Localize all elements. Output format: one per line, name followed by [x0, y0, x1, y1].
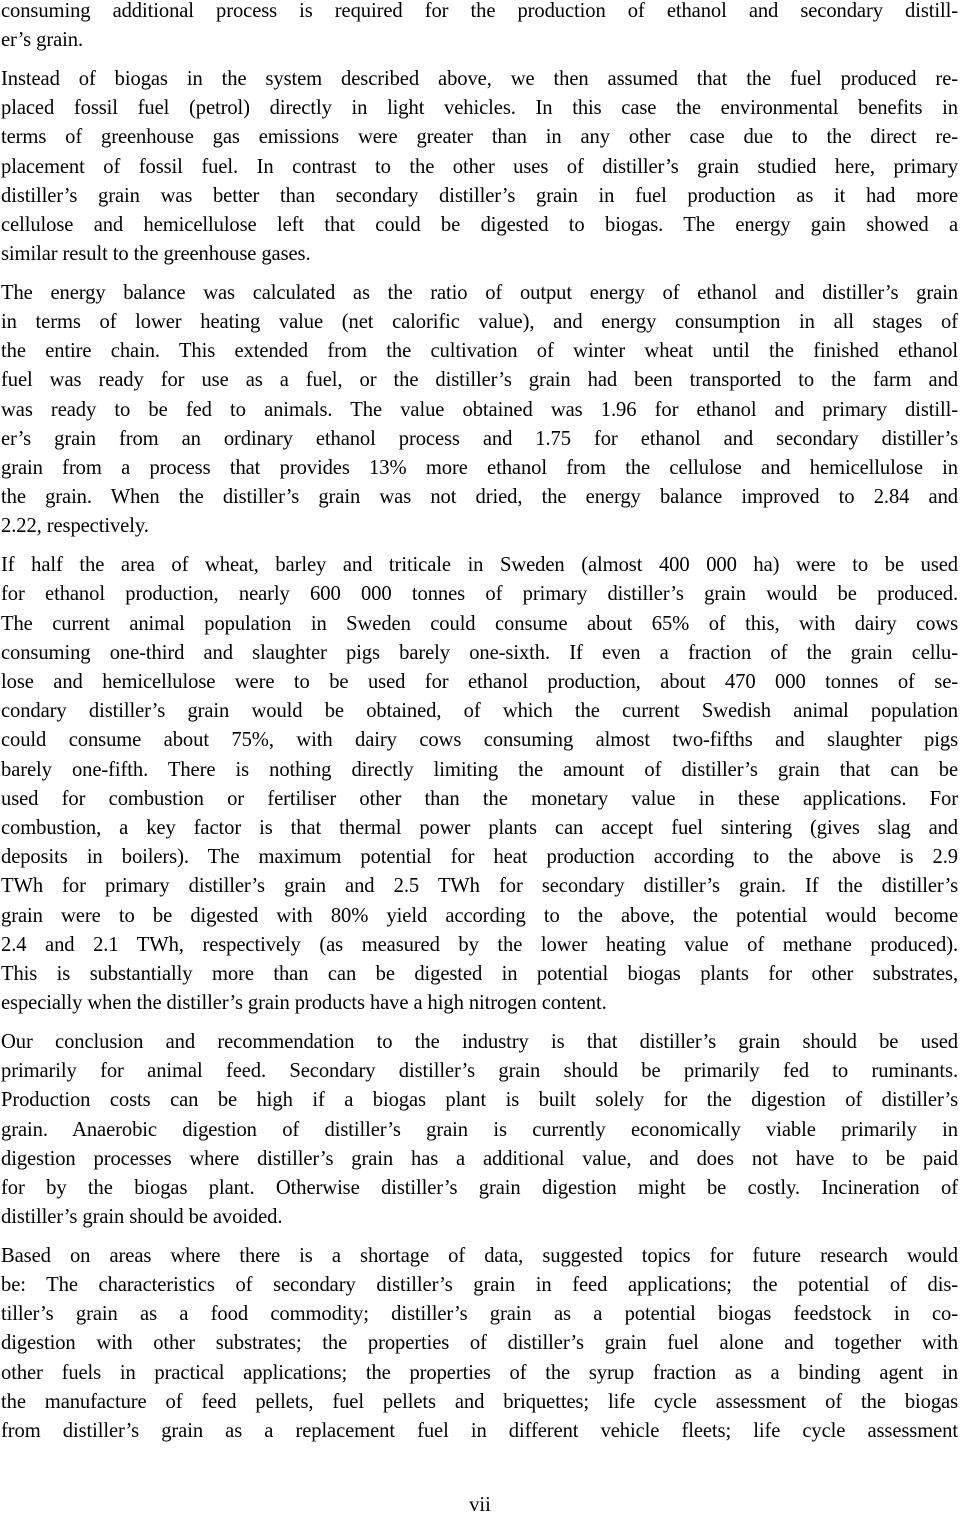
text-line: Production costs can be high if a biogas plant is built solely for the digestion of distiller’s: [1, 1089, 958, 1112]
text-line: barely one-fifth. There is nothing directly limiting the amount of distiller’s grain that can be: [1, 758, 958, 781]
text-line: grain. Anaerobic digestion of distiller’s grain is currently economically viable primarily in: [1, 1118, 958, 1141]
text-line: fuel was ready for use as a fuel, or the distiller’s grain had been transported to the farm and: [1, 369, 958, 392]
text-line: TWh for primary distiller’s grain and 2.5 TWh for secondary distiller’s grain. If the distiller’s: [1, 875, 958, 898]
page-number: vii: [469, 1494, 491, 1516]
text-line: If half the area of wheat, barley and triticale in Sweden (almost 400 000 ha) were to be used: [1, 554, 958, 577]
text-line: from distiller’s grain as a replacement fuel in different vehicle fleets; life cycle assessment: [1, 1420, 958, 1443]
text-line: distiller’s grain should be avoided.: [1, 1206, 283, 1229]
text-line: the entire chain. This extended from the cultivation of winter wheat until the finished ethanol: [1, 340, 958, 363]
text-line: in terms of lower heating value (net calorific value), and energy consumption in all stages of: [1, 311, 958, 334]
text-line: grain from a process that provides 13% more ethanol from the cellulose and hemicellulose in: [1, 457, 958, 480]
paragraph: [1, 0, 958, 55]
text-line: Based on areas where there is a shortage of data, suggested topics for future research would: [1, 1244, 958, 1267]
paragraph: [1, 551, 958, 1018]
text-line: cellulose and hemicellulose left that could be digested to biogas. The energy gain showed a: [1, 213, 958, 236]
text-line: er’s grain from an ordinary ethanol process and 1.75 for ethanol and secondary distiller’s: [1, 427, 958, 450]
text-line: The current animal population in Sweden could consume about 65% of this, with dairy cows: [1, 612, 958, 635]
text-line: 2.4 and 2.1 TWh, respectively (as measured by the lower heating value of methane produced).: [1, 933, 958, 956]
paragraph: [1, 1242, 958, 1446]
text-line: terms of greenhouse gas emissions were greater than in any other case due to the direct re-: [1, 126, 958, 149]
text-line: for by the biogas plant. Otherwise distiller’s grain digestion might be costly. Incineration of: [1, 1176, 958, 1199]
text-line: er’s grain.: [1, 29, 84, 52]
text-line: deposits in boilers). The maximum potential for heat production according to the above is 2.9: [1, 846, 958, 869]
text-line: for ethanol production, nearly 600 000 tonnes of primary distiller’s grain would be produced.: [1, 583, 958, 606]
text-line: placed fossil fuel (petrol) directly in light vehicles. In this case the environmental benefits in: [1, 97, 958, 120]
text-line: similar result to the greenhouse gases.: [1, 243, 311, 266]
body-text: [1, 0, 958, 1456]
text-line: consuming additional process is required for the production of ethanol and secondary distill-: [1, 0, 958, 22]
text-line: 2.22, respectively.: [1, 515, 149, 538]
text-line: Instead of biogas in the system described above, we then assumed that the fuel produced re-: [1, 67, 958, 90]
paragraph: [1, 279, 958, 542]
text-line: This is substantially more than can be digested in potential biogas plants for other substrates,: [1, 963, 958, 985]
text-line: The energy balance was calculated as the ratio of output energy of ethanol and distiller’s grain: [1, 281, 958, 304]
text-line: combustion, a key factor is that thermal power plants can accept fuel sintering (gives slag and: [1, 816, 958, 839]
text-line: distiller’s grain was better than secondary distiller’s grain in fuel production as it had more: [1, 184, 958, 207]
text-line: lose and hemicellulose were to be used for ethanol production, about 470 000 tonnes of se-: [1, 670, 958, 693]
paragraph: [1, 65, 958, 269]
text-line: digestion with other substrates; the properties of distiller’s grain fuel alone and together with: [1, 1332, 958, 1355]
text-line: Our conclusion and recommendation to the industry is that distiller’s grain should be used: [1, 1030, 958, 1053]
text-line: could consume about 75%, with dairy cows consuming almost two-fifths and slaughter pigs: [1, 729, 958, 752]
text-line: other fuels in practical applications; the properties of the syrup fraction as a binding agent in: [1, 1361, 958, 1384]
text-line: used for combustion or fertiliser other than the monetary value in these applications. For: [1, 787, 958, 810]
text-line: grain were to be digested with 80% yield according to the above, the potential would become: [1, 904, 958, 927]
text-line: tiller’s grain as a food commodity; distiller’s grain as a potential biogas feedstock in co-: [1, 1303, 958, 1326]
text-line: primarily for animal feed. Secondary distiller’s grain should be primarily fed to ruminants.: [1, 1060, 958, 1083]
text-line: condary distiller’s grain would be obtained, of which the current Swedish animal population: [1, 700, 958, 723]
text-line: was ready to be fed to animals. The value obtained was 1.96 for ethanol and primary distill-: [1, 398, 958, 421]
text-line: especially when the distiller’s grain products have a high nitrogen content.: [1, 992, 607, 1015]
paragraph: [1, 1028, 958, 1232]
text-line: the manufacture of feed pellets, fuel pellets and briquettes; life cycle assessment of the biogas: [1, 1390, 958, 1413]
text-line: placement of fossil fuel. In contrast to the other uses of distiller’s grain studied here, primary: [1, 155, 958, 178]
text-line: the grain. When the distiller’s grain was not dried, the energy balance improved to 2.84 and: [1, 486, 958, 509]
text-line: consuming one-third and slaughter pigs barely one-sixth. If even a fraction of the grain cellu-: [1, 641, 958, 664]
text-line: be: The characteristics of secondary distiller’s grain in feed applications; the potential of dis-: [1, 1274, 958, 1297]
text-line: digestion processes where distiller’s grain has a additional value, and does not have to be paid: [1, 1147, 958, 1170]
